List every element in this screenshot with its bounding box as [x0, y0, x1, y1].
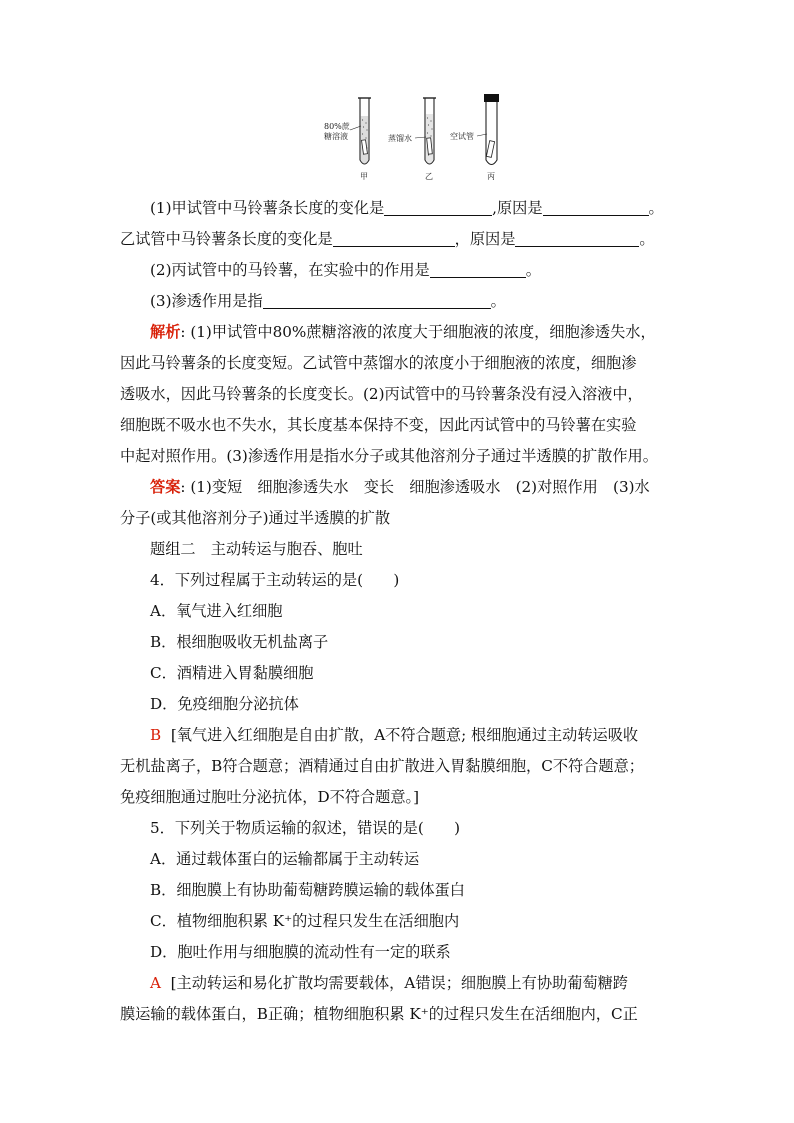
answer-blank[interactable] [333, 230, 455, 247]
answer-line-1: 答案: (1)变短 细胞渗透失水 变长 细胞渗透吸水 (2)对照作用 (3)水 [150, 478, 650, 496]
q4-option-c[interactable]: C．酒精进入胃黏膜细胞 [150, 664, 314, 682]
label-tube-yi: 乙 [425, 172, 433, 181]
page-content [120, 193, 680, 1030]
tube-yi [415, 98, 436, 164]
q5-option-d[interactable]: D．胞吐作用与细胞膜的流动性有一定的联系 [150, 943, 451, 961]
answer-line-2: 分子(或其他溶剂分子)通过半透膜的扩散 [120, 509, 391, 527]
q5-option-a[interactable]: A．通过载体蛋白的运输都属于主动转运 [150, 850, 420, 868]
answer-blank[interactable] [430, 261, 526, 278]
tube-jia [350, 98, 371, 164]
q4-option-a[interactable]: A．氧气进入红细胞 [150, 602, 283, 620]
q5-option-c[interactable]: C．植物细胞积累 K⁺的过程只发生在活细胞内 [150, 912, 460, 930]
label-tube-jia: 甲 [360, 172, 368, 181]
q4-answer-key: B [150, 726, 162, 744]
q4-option-d[interactable]: D．免疫细胞分泌抗体 [150, 695, 299, 713]
q5-explanation-line-1: A [主动转运和易化扩散均需要载体，A错误；细胞膜上有协助葡萄糖跨 [150, 974, 628, 992]
analysis-line-4: 细胞既不吸水也不失水，其长度基本保持不变，因此丙试管中的马铃薯在实验 [120, 416, 637, 434]
label-yi-solution: 蒸馏水 [388, 134, 412, 143]
q3-line-1: (1)甲试管中马铃薯条长度的变化是 ,原因是 。 [150, 199, 664, 217]
analysis-line-3: 透吸水，因此马铃薯条的长度变长。(2)丙试管中的马铃薯条没有浸入溶液中， [120, 385, 643, 403]
label-jia-solution-1: 80%蔗 [324, 122, 350, 131]
label-jia-solution-2: 糖溶液 [324, 132, 348, 141]
test-tube-drawing [320, 92, 520, 184]
analysis-line-5: 中起对照作用。(3)渗透作用是指水分子或其他溶剂分子通过半透膜的扩散作用。 [120, 447, 658, 465]
analysis-line-1: 解析: (1)甲试管中80%蔗糖溶液的浓度大于细胞液的浓度，细胞渗透失水， [150, 323, 656, 341]
q4-explanation-line-1: B [氧气进入红细胞是自由扩散，A不符合题意; 根细胞通过主动转运吸收 [150, 726, 639, 744]
answer-label: 答案 [150, 478, 181, 496]
q3-line-4: (3)渗透作用是指 。 [150, 292, 506, 310]
q3-line-3: (2)丙试管中的马铃薯，在实验中的作用是 。 [150, 261, 541, 279]
answer-blank[interactable] [263, 292, 491, 309]
q3-line-2: 乙试管中马铃薯条长度的变化是 ，原因是 。 [120, 230, 655, 248]
tube-bing [477, 94, 499, 165]
q5-answer-key: A [150, 974, 161, 992]
q4-option-b[interactable]: B．根细胞吸收无机盐离子 [150, 633, 329, 651]
answer-blank[interactable] [384, 199, 492, 216]
q5-explanation-line-2: 膜运输的载体蛋白，B正确；植物细胞积累 K⁺的过程只发生在活细胞内，C正 [120, 1005, 638, 1023]
q5-stem: 5．下列关于物质运输的叙述，错误的是( ) [150, 819, 461, 837]
answer-blank[interactable] [543, 199, 649, 216]
q5-option-b[interactable]: B．细胞膜上有协助葡萄糖跨膜运输的载体蛋白 [150, 881, 465, 899]
answer-blank[interactable] [515, 230, 639, 247]
test-tube-figure [320, 92, 520, 184]
q4-explanation-line-3: 免疫细胞通过胞吐分泌抗体，D不符合题意。] [120, 788, 420, 806]
group2-heading: 题组二 主动转运与胞吞、胞吐 [150, 540, 363, 558]
label-bing-solution: 空试管 [450, 132, 474, 141]
q4-explanation-line-2: 无机盐离子，B符合题意；酒精通过自由扩散进入胃黏膜细胞，C不符合题意； [120, 757, 644, 775]
label-tube-bing: 丙 [487, 172, 495, 181]
analysis-label: 解析 [150, 323, 181, 341]
analysis-line-2: 因此马铃薯条的长度变短。乙试管中蒸馏水的浓度小于细胞液的浓度，细胞渗 [120, 354, 637, 372]
q4-stem: 4．下列过程属于主动转运的是( ) [150, 571, 400, 589]
